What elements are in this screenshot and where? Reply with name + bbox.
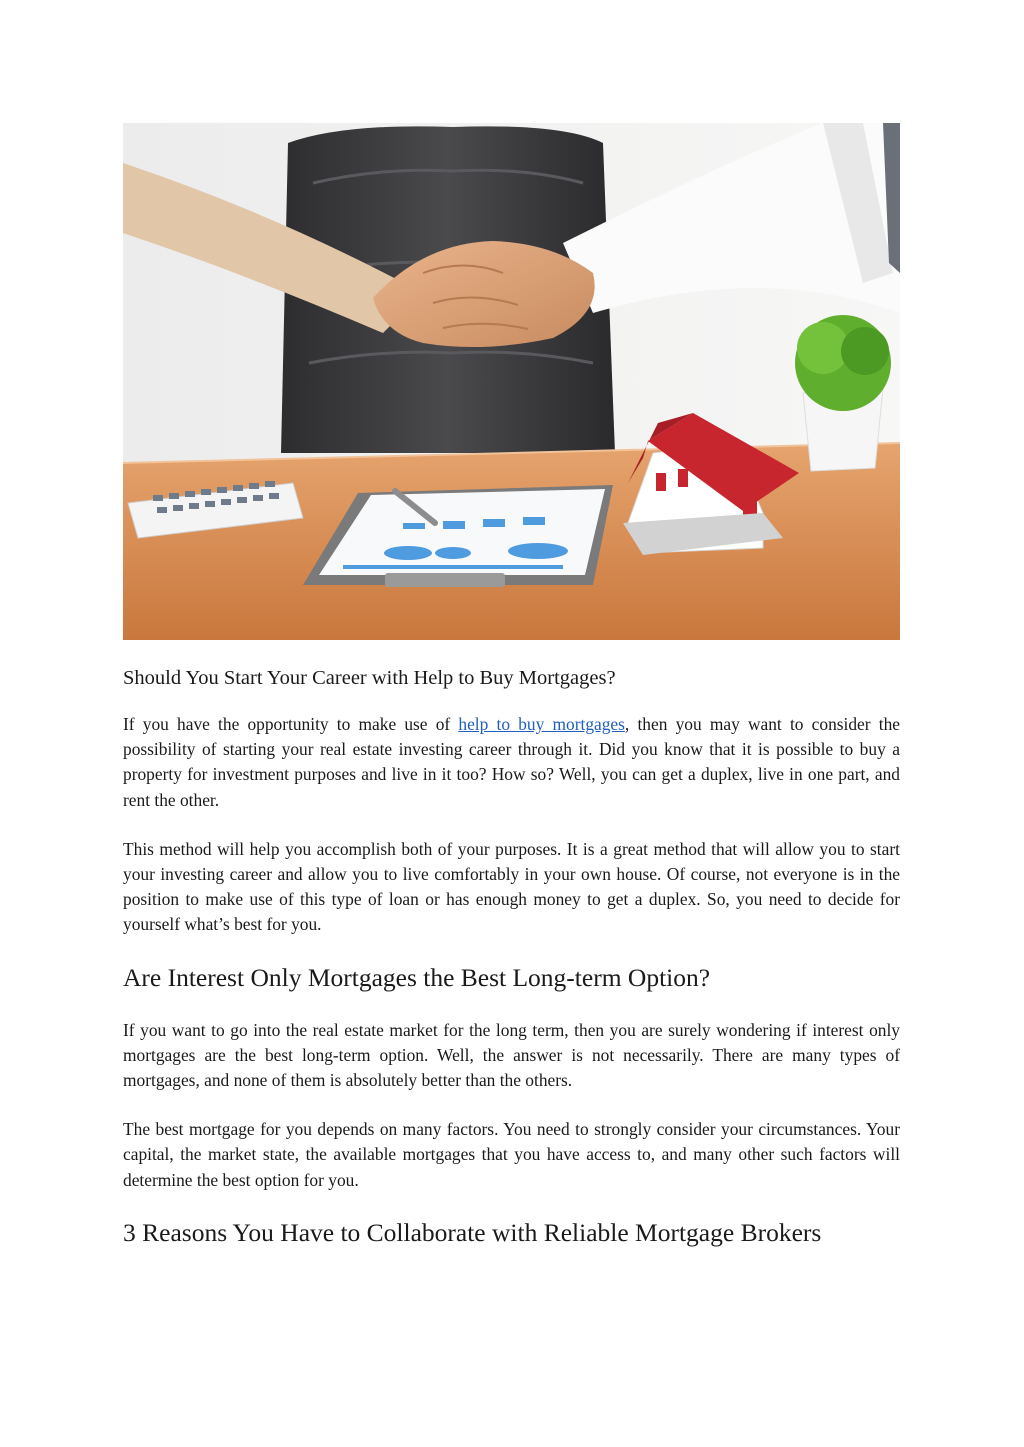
paragraph-help-to-buy-intro bbox=[123, 712, 900, 813]
paragraph-text-after-link: , then you may want to consider the possibility of starting your real estate investing career through it. Did you know that it is possible to buy a property for investment purposes and live in it too? How so? Well, you can get a duplex, live in one part, and rent the other. bbox=[123, 714, 900, 810]
section-heading-help-to-buy: Should You Start Your Career with Help to Buy Mortgages? bbox=[123, 667, 616, 689]
paragraph-text-before-link: If you have the opportunity to make use of bbox=[123, 714, 459, 734]
article-content bbox=[123, 664, 900, 1273]
paragraph-duplex-method: This method will help you accomplish both of your purposes. It is a great method that will allow you to start your investing career and allow you to live comfortably in your own house. Of course, not everyone is in the position to make use of this type of loan or has enough money to get a duplex. So, you need to decide for yourself what’s best for you. bbox=[123, 838, 900, 935]
section-heading-interest-only: Are Interest Only Mortgages the Best Long-term Option? bbox=[123, 962, 711, 992]
section-heading-mortgage-brokers: 3 Reasons You Have to Collaborate with Reliable Mortgage Brokers bbox=[123, 1217, 822, 1247]
paragraph-best-mortgage: The best mortgage for you depends on many factors. You need to strongly consider your circumstances. Your capital, the market state, the available mortgages that you have access to, and many other such factors will determine the best option for you. bbox=[123, 1119, 900, 1190]
paragraph-long-term: If you want to go into the real estate market for the long term, then you are surely wondering if interest only mortgages are the best long-term option. Well, the answer is not necessarily. There are many types of mortgages, and none of them is absolutely better than the others. bbox=[123, 1019, 900, 1091]
hero-image bbox=[123, 123, 900, 640]
help-to-buy-mortgages-link[interactable]: help to buy mortgages bbox=[458, 714, 625, 734]
